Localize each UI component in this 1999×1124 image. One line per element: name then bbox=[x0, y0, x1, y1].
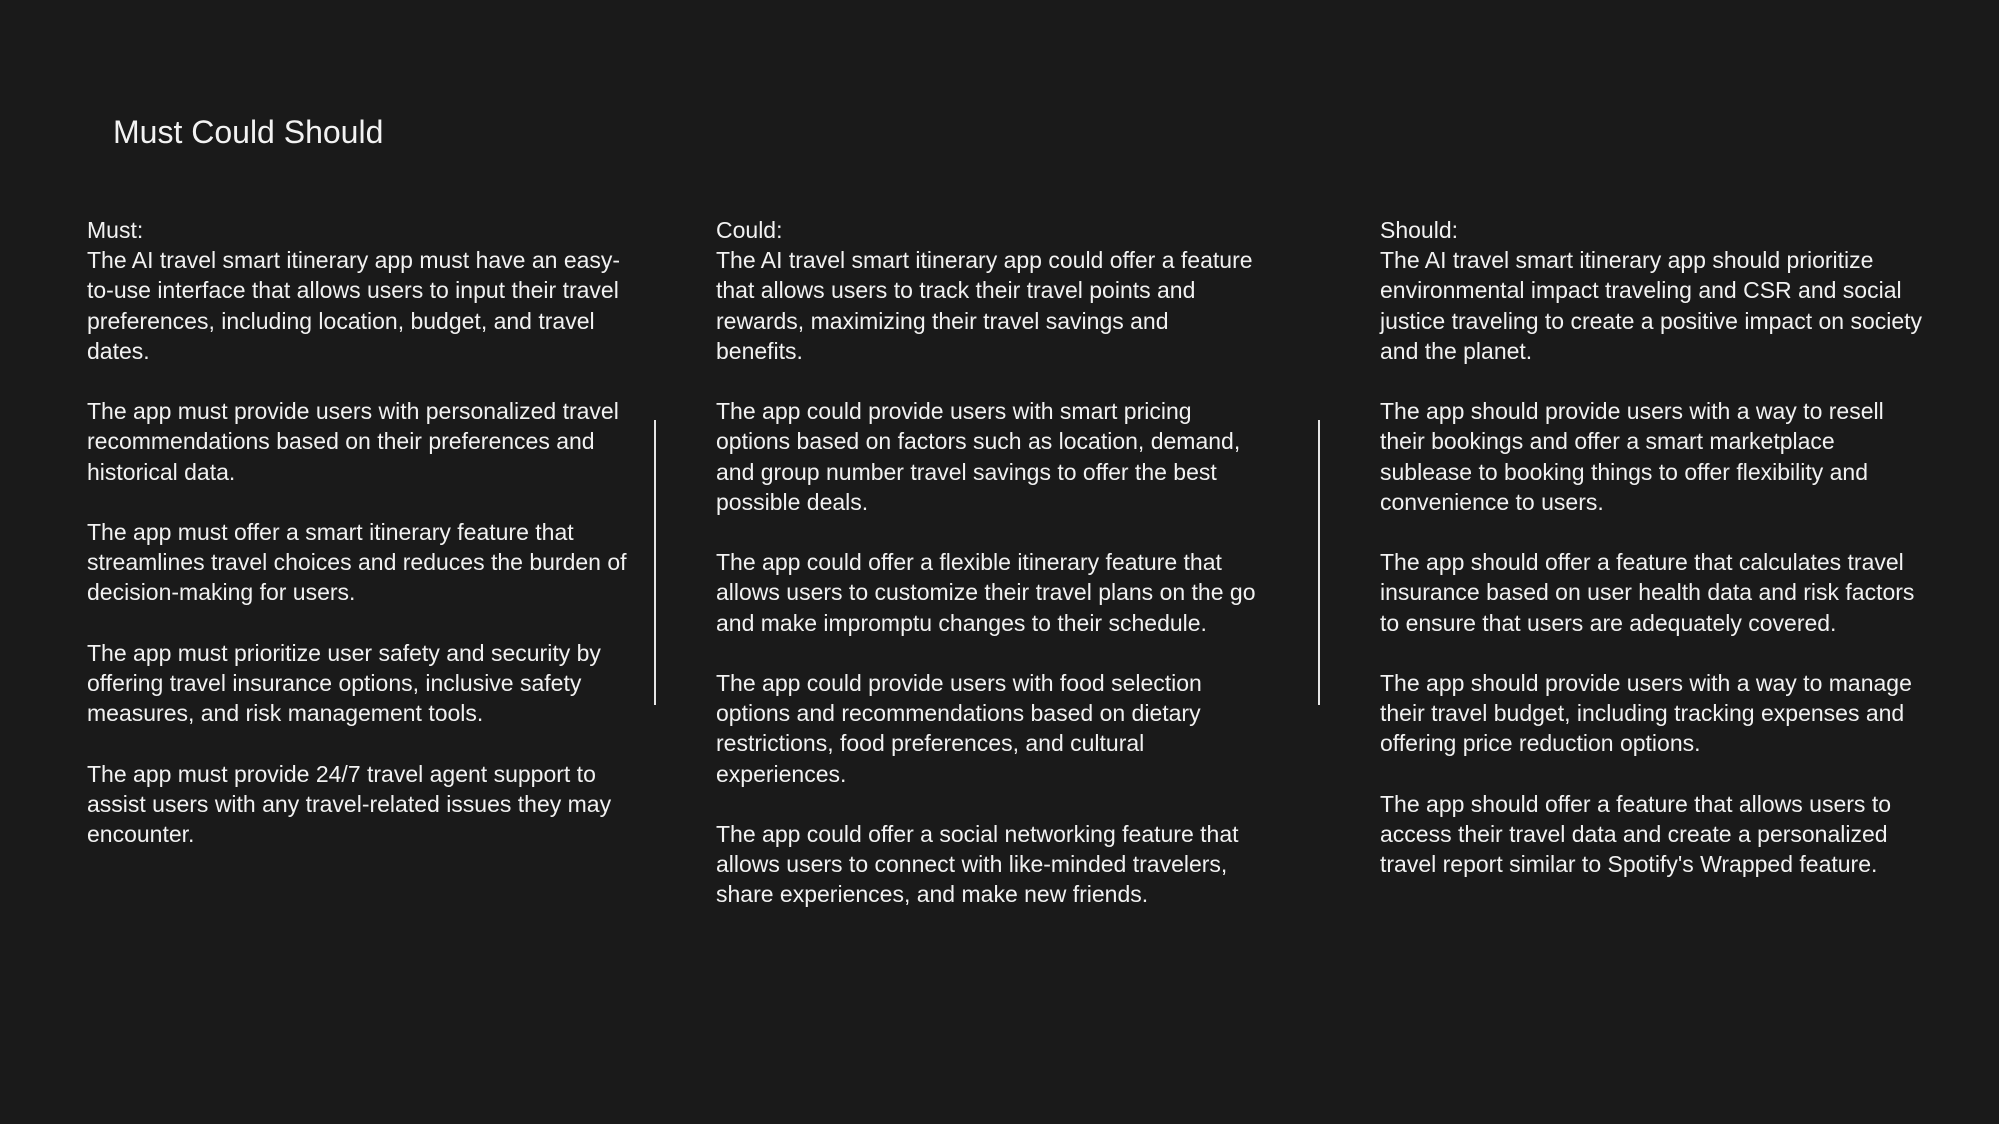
could-paragraph: The app could offer a flexible itinerary feature that allows users to customize their travel plans on the go and make impromptu changes to their schedule. bbox=[716, 549, 1256, 636]
should-column bbox=[1380, 215, 1925, 879]
should-paragraph: The AI travel smart itinerary app should prioritize environmental impact traveling and CSR and social justice traveling to create a positive impact on society and the planet. bbox=[1380, 247, 1923, 364]
must-paragraph: The app must prioritize user safety and security by offering travel insurance options, inclusive safety measures, and risk management tools. bbox=[87, 639, 601, 727]
must-heading: Must: bbox=[87, 217, 144, 243]
could-paragraph: The app could provide users with food selection options and recommendations based on dietary restrictions, food preferences, and cultural experiences. bbox=[716, 670, 1202, 787]
column-divider bbox=[654, 420, 656, 705]
could-paragraph: The app could provide users with smart pricing options based on factors such as location, demand, and group number travel savings to offer the best possible deals. bbox=[716, 398, 1241, 515]
should-heading: Should: bbox=[1380, 217, 1459, 243]
must-paragraph: The app must offer a smart itinerary feature that streamlines travel choices and reduces the burden of decision-making for users. bbox=[87, 519, 627, 606]
must-paragraph: The app must provide users with personalized travel recommendations based on their preferences and historical data. bbox=[87, 398, 619, 485]
should-paragraph: The app should provide users with a way to resell their bookings and offer a smart marketplace sublease to booking things to offer flexibility and convenience to users. bbox=[1380, 398, 1884, 515]
column-divider bbox=[1318, 420, 1320, 705]
should-paragraph: The app should offer a feature that calculates travel insurance based on user health data and risk factors to ensure that users are adequately covered. bbox=[1380, 549, 1915, 636]
must-paragraph: The app must provide 24/7 travel agent support to assist users with any travel-related issues they may encounter. bbox=[87, 760, 612, 847]
should-paragraph: The app should provide users with a way to manage their travel budget, including tracking expenses and offering price reduction options. bbox=[1380, 670, 1912, 757]
could-paragraph: The app could offer a social networking feature that allows users to connect with like-minded travelers, share experiences, and make new friends. bbox=[716, 821, 1239, 908]
must-column bbox=[87, 215, 632, 849]
must-paragraph: The AI travel smart itinerary app must have an easy-to-use interface that allows users to input their travel preferences, including location, budget, and travel dates. bbox=[87, 247, 621, 364]
should-paragraph: The app should offer a feature that allows users to access their travel data and create a personalized travel report similar to Spotify's Wrapped feature. bbox=[1380, 790, 1891, 878]
could-paragraph: The AI travel smart itinerary app could offer a feature that allows users to track their travel points and rewards, maximizing their travel savings and benefits. bbox=[716, 247, 1253, 364]
could-heading: Could: bbox=[716, 217, 783, 243]
page-title: Must Could Should bbox=[113, 114, 384, 150]
could-column bbox=[716, 215, 1261, 910]
